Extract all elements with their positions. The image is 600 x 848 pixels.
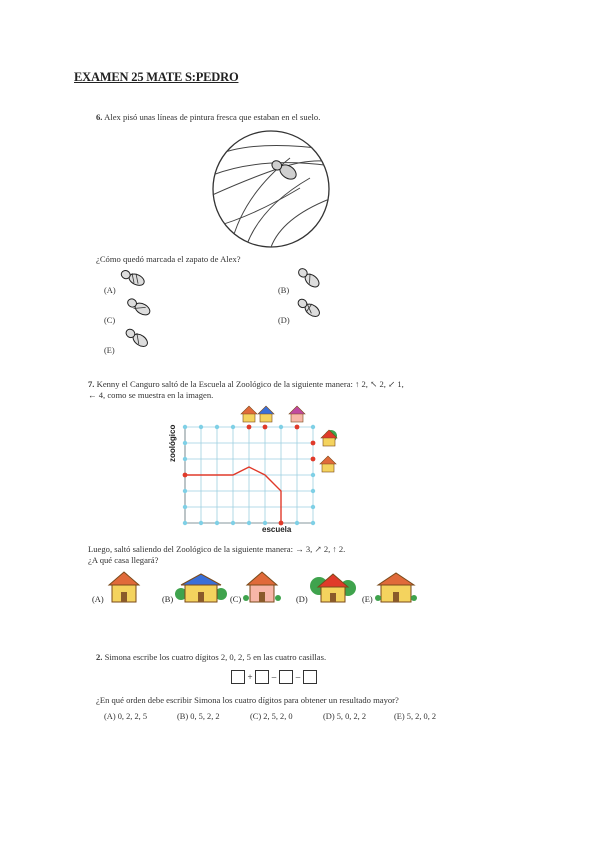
q7-text-line2: ← 4, como se muestra en la imagen. <box>88 390 214 400</box>
grid-house-2 <box>258 406 274 422</box>
q7-statement-line1 <box>88 379 404 390</box>
digit-boxes <box>231 668 317 686</box>
grid-house-1 <box>241 406 257 422</box>
grid-house-3 <box>289 406 305 422</box>
q6-question: ¿Cómo quedó marcada el zapato de Alex? <box>96 254 241 264</box>
q7-option-b-label: (B) <box>162 595 174 604</box>
q7-text-line1: Kenny el Canguro saltó de la Escuela al Zoológico de la siguiente manera: ↑ 2, ↖ 2, ↙ 1, <box>96 379 404 389</box>
q7-option-b[interactable] <box>162 570 227 604</box>
plus-sign: + <box>247 672 253 683</box>
grid-label-x: escuela <box>262 525 292 534</box>
shoe-icon-a <box>118 266 148 290</box>
grid-house-4 <box>321 430 337 446</box>
shoe-icon-b <box>294 264 324 292</box>
minus-sign-1: – <box>271 672 277 683</box>
q6-option-b-label[interactable]: (B) <box>278 286 290 295</box>
q2-option-e[interactable]: (E) 5, 2, 0, 2 <box>394 712 437 721</box>
q7-option-a-label: (A) <box>92 595 104 604</box>
q2-option-a[interactable]: (A) 0, 2, 2, 5 <box>104 712 148 721</box>
house-icon-b <box>175 570 227 604</box>
digit-box-4[interactable] <box>303 670 317 684</box>
house-icon-c <box>243 570 281 604</box>
shoe-icon-e <box>120 324 154 352</box>
q7-after-line1: Luego, saltó saliendo del Zoológico de la siguiente manera: → 3, ↗ 2, ↑ 2. <box>88 544 346 554</box>
paint-lines-circle <box>210 128 332 250</box>
grid-house-5 <box>320 456 336 472</box>
house-icon-d <box>310 570 356 604</box>
q2-question: ¿En qué orden debe escribir Simona los cuatro dígitos para obtener un resultado mayor? <box>96 695 399 705</box>
q6-option-e-label[interactable]: (E) <box>104 346 115 355</box>
shoe-icon-d <box>294 294 324 322</box>
q6-option-a-label[interactable]: (A) <box>104 286 116 295</box>
page-title: EXAMEN 25 MATE S:PEDRO <box>74 70 239 84</box>
q6-statement <box>96 112 320 123</box>
digit-box-2[interactable] <box>255 670 269 684</box>
q7-option-c-label: (C) <box>230 595 242 604</box>
q6-text: Alex pisó unas líneas de pintura fresca que estaban en el suelo. <box>104 112 321 122</box>
q7-option-a[interactable] <box>92 570 142 604</box>
q7-option-d-label: (D) <box>296 595 308 604</box>
q7-option-d[interactable] <box>296 570 356 604</box>
q2-text: Simona escribe los cuatro dígitos 2, 0, 2, 5 en las cuatro casillas. <box>104 652 327 662</box>
q2-option-d[interactable]: (D) 5, 0, 2, 2 <box>323 712 367 721</box>
q6-option-c-label[interactable]: (C) <box>104 316 116 325</box>
house-icon-a <box>106 570 142 604</box>
q6-option-d-label[interactable]: (D) <box>278 316 290 325</box>
q7-option-e[interactable] <box>362 570 417 604</box>
house-icon-e <box>375 570 417 604</box>
q6-number: 6. <box>96 112 103 122</box>
q2-statement <box>96 652 326 663</box>
digit-box-3[interactable] <box>279 670 293 684</box>
jump-grid <box>165 405 355 545</box>
minus-sign-2: – <box>295 672 301 683</box>
q2-number: 2. <box>96 652 103 662</box>
q7-option-e-label: (E) <box>362 595 373 604</box>
q7-after-line2: ¿A qué casa llegará? <box>88 555 159 565</box>
q7-number: 7. <box>88 379 95 389</box>
grid-label-y: zoológico <box>168 424 177 462</box>
digit-box-1[interactable] <box>231 670 245 684</box>
q2-option-c[interactable]: (C) 2, 5, 2, 0 <box>250 712 293 721</box>
shoe-icon-c <box>124 294 154 320</box>
q2-option-b[interactable]: (B) 0, 5, 2, 2 <box>177 712 220 721</box>
q7-option-c[interactable] <box>230 570 281 604</box>
